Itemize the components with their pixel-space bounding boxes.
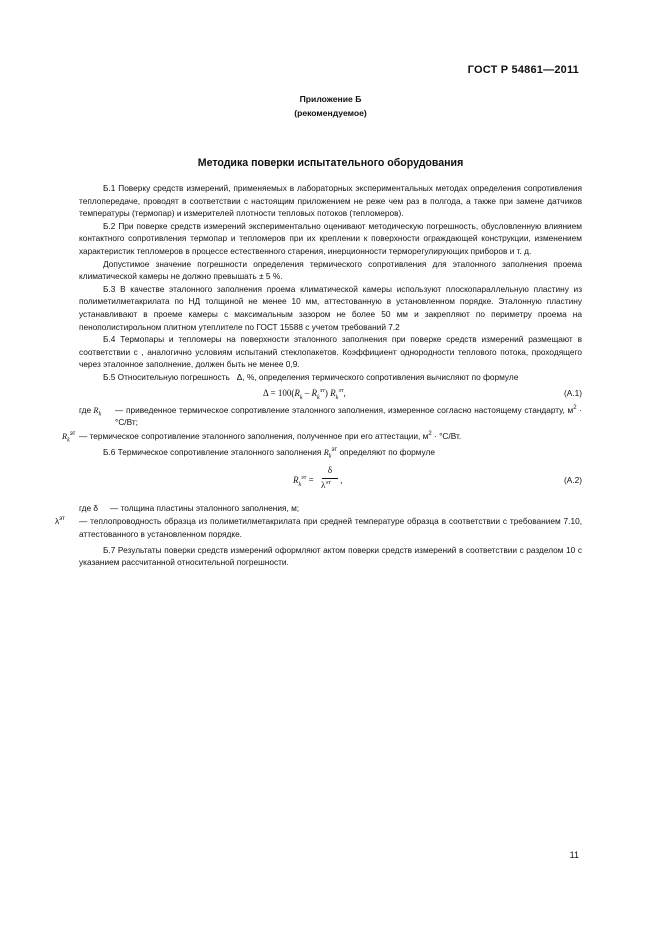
paragraph-b4: Б.4 Термопары и тепломеры на поверхности эталонного заполнения при поверке средств измерений размещают в соответствии с , аналогично условиям испытаний стеклопакетов. Коэффициент однородности теплового потока, проходящего через эталонное заполнение, должен быть не менее 0,9. [79,334,582,370]
paragraph-b7: Б.7 Результаты поверки средств измерений оформляют актом поверки средств измерений в соответствии с разделом 10 с указанием рассчитанной относительной погрешности. [79,544,582,568]
paragraph-b5-end: , %, определения термического сопротивления вычисляют по формуле [242,371,519,382]
where-a2-item-1: где δ — толщина пластины эталонного заполнения, м; [79,502,300,513]
formula-a1-expression: $\Delta = 100(R_k - R_k^{эт})$ $R_k^{эт}$, [263,387,346,401]
page-number: 11 [569,850,579,860]
standard-number: ГОСТ Р 54861—2011 [467,64,579,76]
formula-a2-denominator: $\lambda^{эт}$ [321,479,331,490]
paragraph-b2-tolerance: Допустимое значение погрешности определения термического сопротивления для эталонного заполнения проема климатической камеры не должно превышать ± 5 %. [79,258,582,282]
paragraph-b6: Б.6 Термическое сопротивление эталонного заполнения $R_k^{эт}$ определяют по формуле [103,447,435,460]
where-a2-item-2: $\lambda^{эт}$ — теплопроводность образца из полиметилметакрилата при средней температуре образца в соответствии с требованием 7.10, аттестованного в установленном порядке. [55,516,582,540]
document-body [55,182,582,569]
formula-a2-lhs: $R_k^{эт}$ = [293,474,314,488]
where-a1-item-1: где $R_k$ — приведенное термическое сопротивление эталонного заполнения, измеренное согласно настоящему стандарту, $м^2 \cdot ^\circ С/Вт$; [79,404,582,428]
formula-a2: $R_k^{эт}$ = δ $\lambda^{эт}$ , (А.2) [293,464,582,490]
formula-a1-number: (А.1) [564,387,582,398]
annex-kind: (рекомендуемое) [294,108,367,118]
paragraph-b2: Б.2 При поверке средств измерений экспериментально оценивают методическую погрешность, обусловленную влиянием контактного сопротивления термопар и тепломеров при их креплении к поверхности ограждающей конструкции, изменением характеристик тепломеров в процессе естественного старения, инерционности терморегулирующих приборов и т. д. [79,220,582,256]
paragraph-b1: Б.1 Поверку средств измерений, применяемых в лабораторных экспериментальных методах определения сопротивления теплопередаче, проводят в соответствии с настоящим приложением не реже чем раз в полгода, а также при замене датчиков температуры (термопар) и измерителей плотности тепловых потоков (тепломеров). [79,183,582,219]
delta-symbol: Δ [236,371,243,382]
paragraph-b5-start: Б.5 Относительную погрешность [103,371,230,382]
paragraph-b5 [79,371,582,384]
annex-heading [0,92,661,120]
formula-a2-numerator: δ [327,464,333,475]
annex-label: Приложение Б [299,94,362,104]
page-title: Методика поверки испытательного оборудования [197,157,464,169]
where-label: где [79,404,92,415]
formula-a2-number: (А.2) [564,474,582,485]
where-a1-item-2: $R_k^{эт}$ — термическое сопротивление эталонного заполнения, полученное при его аттестации, $м^2 \cdot ^\circ С/Вт$. [62,430,462,444]
formula-a1 [79,386,582,402]
paragraph-b3: Б.3 В качестве эталонного заполнения проема климатической камеры используют плоскопараллельную пластину из полиметилметакрилата по НД толщиной не менее 10 мм, аттестованную в установленном порядке. Эталонную пластину устанавливают в проеме камеры с максимальным зазором не более 50 мм и закрепляют по периметру проема на пенополистирольном плитном утеплителе по ГОСТ 15588 с учетом требований 7.2 [79,283,582,332]
